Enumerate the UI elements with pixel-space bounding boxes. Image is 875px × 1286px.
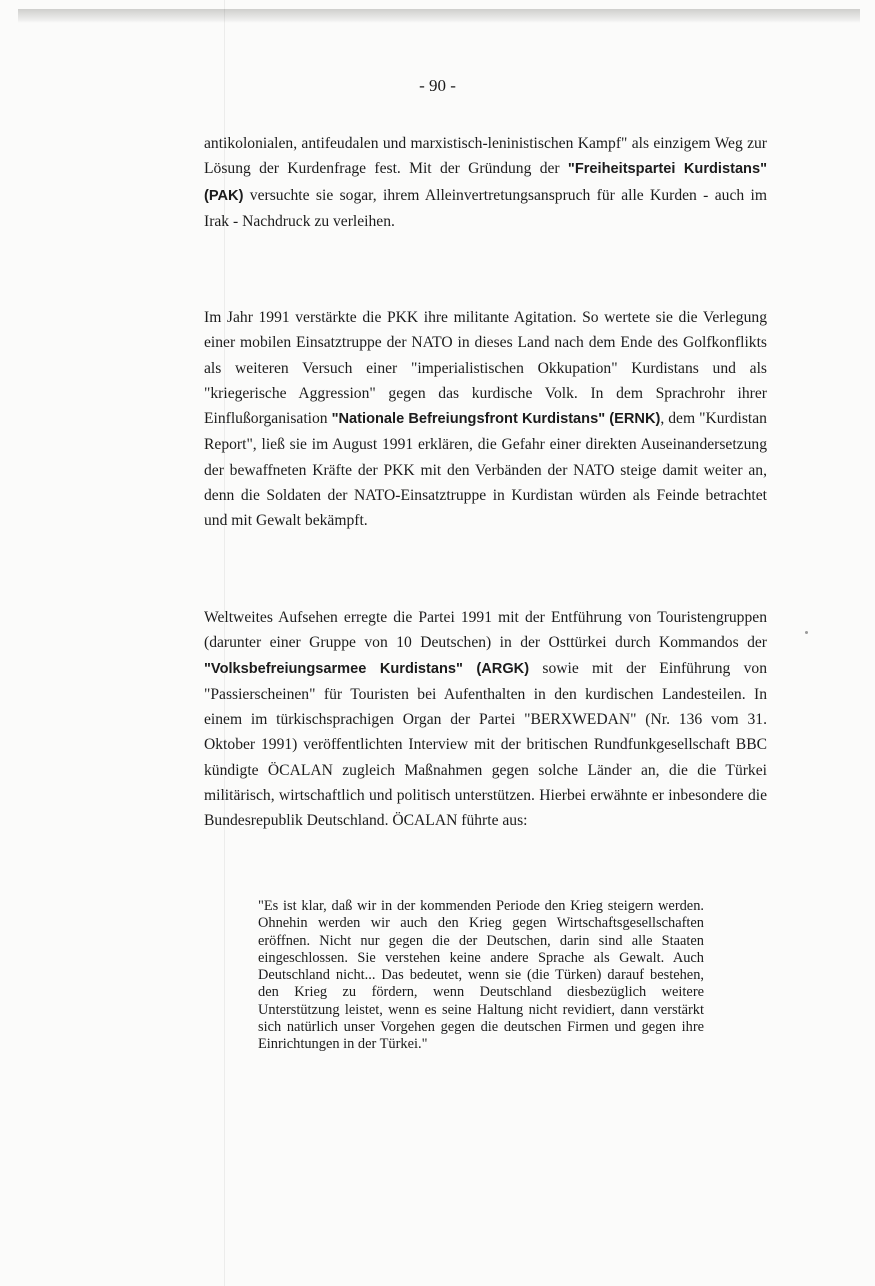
paragraph-text: sowie mit der Einführung von "Passierscheinen" für Touristen bei Aufenthalten in den kurdischen Landesteilen. In einem im türkischsprachigen Organ der Partei "BERXWEDAN" (Nr. 136 vom 31. Oktober 1991) veröffentlichten Interview mit der britischen Rundfunkgesellschaft BBC kündigte ÖCALAN zugleich Maßnahmen gegen solche Länder an, die die Türkei militärisch, wirtschaftlich und politisch unterstützen. Hierbei erwähnte er inbesondere die Bundesrepublik Deutschland. ÖCALAN führte aus: xyxy=(204,659,767,830)
scan-speck xyxy=(805,631,808,634)
paragraph-pak xyxy=(204,131,767,234)
bold-term-argk: "Volksbefreiungsarmee Kurdistans" (ARGK) xyxy=(204,660,530,677)
paragraph-text: versuchte sie sogar, ihrem Alleinvertretungsanspruch für alle Kurden - auch im Irak - Nachdruck zu verleihen. xyxy=(204,186,767,230)
scan-shadow xyxy=(18,9,860,23)
paragraph-agitation xyxy=(204,305,767,534)
bold-term-pak: "Freiheitspartei Kurdistans" (PAK) xyxy=(204,161,768,204)
paragraph-text: Im Jahr 1991 verstärkte die PKK ihre militante Agitation. So wertete sie die Verlegung einer mobilen Einsatztruppe der NATO in dieses Land nach dem Ende des Golfkonflikts als weiteren Versuch einer "imperialistischen Okkupation" Kurdistans und als "kriegerische Aggression" gegen das kurdische Volk. In dem Sprachrohr ihrer Einflußorganisation xyxy=(204,309,767,428)
block-quote: "Es ist klar, daß wir in der kommenden Periode den Krieg steigern werden. Ohnehin werden wir auch den Krieg gegen Wirtschaftsgesellschaften eröffnen. Nicht nur gegen die der Deutschen, darin sind alle Staaten eingeschlossen. Sie verstehen keine andere Sprache als Gewalt. Auch Deutschland nicht... Das bedeutet, wenn sie (die Türken) darauf bestehen, den Krieg zu fördern, wenn Deutschland diesbezüglich weitere Unterstützung leistet, wenn es seine Haltung nicht revidiert, dann verstärkt sich natürlich unser Vorgehen gegen die deutschen Firmen und gegen ihre Einrichtungen in der Türkei." xyxy=(258,898,704,1053)
bold-term-ernk: "Nationale Befreiungsfront Kurdistans" (ERNK) xyxy=(331,411,661,428)
paragraph-text: , dem "Kurdistan Report", ließ sie im August 1991 erklären, die Gefahr einer direkten Auseinandersetzung der bewaffneten Kräfte der PKK mit den Verbänden der NATO steige damit weiter an, denn die Soldaten der NATO-Einsatztruppe in Kurdistan würden als Feinde betrachtet und mit Gewalt bekämpft. xyxy=(204,410,767,530)
paragraph-text: Weltweites Aufsehen erregte die Partei 1991 mit der Entführung von Touristengruppen (darunter einer Gruppe von 10 Deutschen) in der Osttürkei durch Kommandos der xyxy=(204,609,767,652)
paragraph-text: antikolonialen, antifeudalen und marxistisch-leninistischen Kampf" als einzigem Weg zur Lösung der Kurdenfrage fest. Mit der Gründung der xyxy=(204,135,767,178)
paragraph-kidnapping xyxy=(204,605,767,834)
page-number: - 90 - xyxy=(419,76,456,95)
